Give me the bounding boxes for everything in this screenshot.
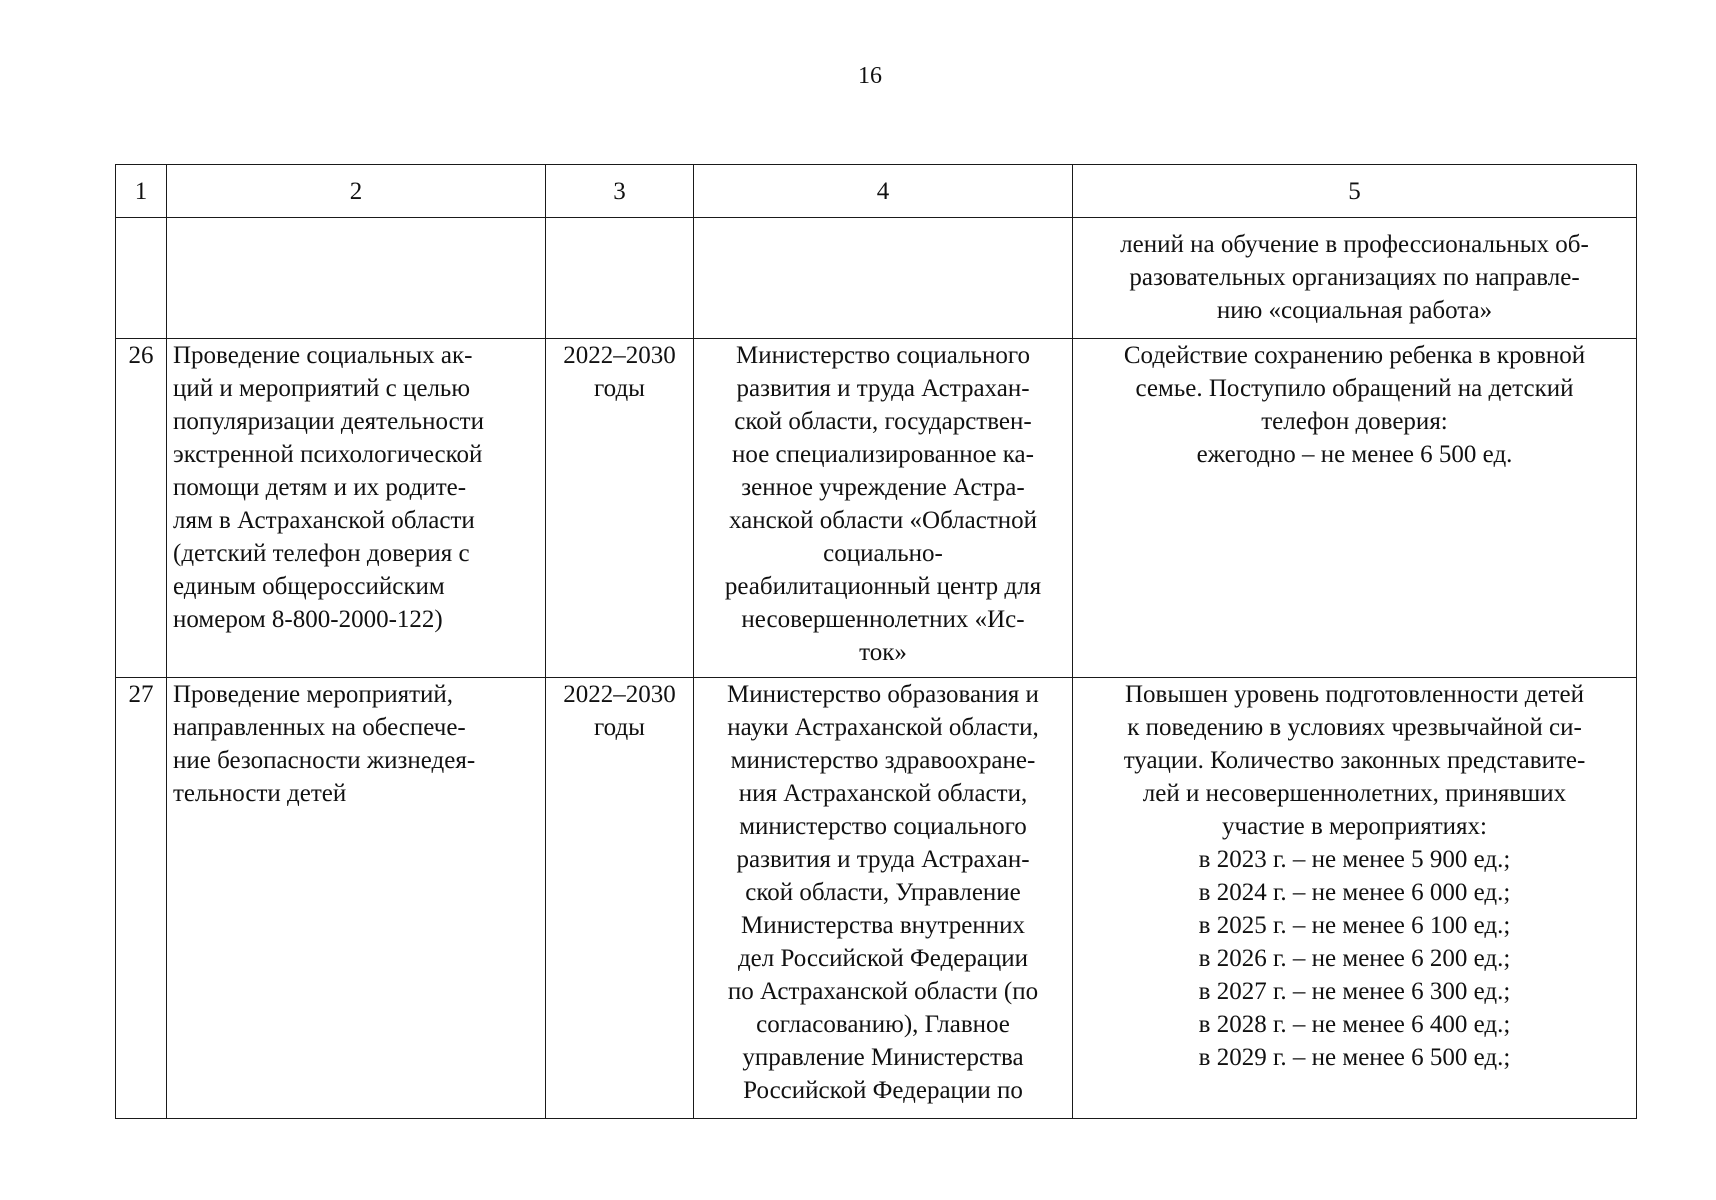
text-line: развития и труда Астрахан- <box>736 846 1030 873</box>
table-row <box>116 678 1637 1119</box>
text-line: участие в мероприятиях: <box>1222 813 1487 840</box>
period-cell <box>546 678 694 1119</box>
text-line: Российской Федерации по <box>743 1077 1023 1104</box>
text-line: Проведение мероприятий, <box>173 681 454 708</box>
cont-period-cell <box>546 218 694 339</box>
text-line: Содействие сохранению ребенка в кровной <box>1123 342 1586 369</box>
text-line: ханской области «Областной <box>728 507 1038 534</box>
text-line: лям в Астраханской области <box>173 507 475 534</box>
text-line: лений на обучение в профессиональных об- <box>1120 231 1589 258</box>
result-cell <box>1073 678 1637 1119</box>
text-line: науки Астраханской области, <box>727 714 1039 741</box>
text-line: 2022–2030 <box>563 342 676 369</box>
text-line: в 2028 г. – не менее 6 400 ед.; <box>1198 1011 1511 1038</box>
text-line: единым общероссийским <box>173 573 445 600</box>
text-line: туации. Количество законных представите- <box>1123 747 1586 774</box>
text-line: в 2023 г. – не менее 5 900 ед.; <box>1198 846 1511 873</box>
header-col-5: 5 <box>1073 165 1637 218</box>
header-col-2: 2 <box>167 165 546 218</box>
text-line: популяризации деятельности <box>173 408 484 435</box>
text-line: ние безопасности жизнедея- <box>173 747 476 774</box>
program-table <box>115 164 1637 1119</box>
text-line: (детский телефон доверия с <box>173 540 470 567</box>
text-line: ежегодно – не менее 6 500 ед. <box>1196 441 1513 468</box>
cont-result-cell <box>1073 218 1637 339</box>
text-line: в 2026 г. – не менее 6 200 ед.; <box>1198 945 1511 972</box>
period-cell <box>546 339 694 678</box>
text-line: лей и несовершеннолетних, принявших <box>1142 780 1567 807</box>
cont-executor-cell <box>694 218 1073 339</box>
text-line: годы <box>594 714 645 741</box>
text-line: разовательных организациях по направле- <box>1129 264 1580 291</box>
text-line: к поведению в условиях чрезвычайной си- <box>1127 714 1582 741</box>
text-line: годы <box>594 375 645 402</box>
text-line: в 2029 г. – не менее 6 500 ед.; <box>1198 1044 1511 1071</box>
text-line: зенное учреждение Астра- <box>741 474 1025 501</box>
text-line: развития и труда Астрахан- <box>736 375 1030 402</box>
text-line: в 2024 г. – не менее 6 000 ед.; <box>1198 879 1511 906</box>
cont-num-cell <box>116 218 167 339</box>
executor-cell <box>694 339 1073 678</box>
text-line: в 2027 г. – не менее 6 300 ед.; <box>1198 978 1511 1005</box>
executor-cell <box>694 678 1073 1119</box>
text-line: Министерство образования и <box>727 681 1039 708</box>
text-line: экстренной психологической <box>173 441 483 468</box>
text-line: телефон доверия: <box>1261 408 1448 435</box>
row-number: 26 <box>116 339 167 678</box>
table-row <box>116 339 1637 678</box>
text-line: ской области, Управление <box>745 879 1021 906</box>
text-line: в 2025 г. – не менее 6 100 ед.; <box>1198 912 1511 939</box>
header-col-3: 3 <box>546 165 694 218</box>
text-line: ций и мероприятий с целью <box>173 375 470 402</box>
text-line: Проведение социальных ак- <box>173 342 473 369</box>
text-line: нию «социальная работа» <box>1216 297 1493 324</box>
text-line: помощи детям и их родите- <box>173 474 467 501</box>
text-line: Министерство социального <box>736 342 1030 369</box>
text-line: социально- <box>823 540 943 567</box>
text-line: по Астраханской области (по <box>727 978 1039 1005</box>
table-header-row <box>116 165 1637 218</box>
text-line: реабилитационный центр для <box>724 573 1042 600</box>
text-line: направленных на обеспече- <box>173 714 466 741</box>
text-line: Министерства внутренних <box>741 912 1025 939</box>
cont-name-cell <box>167 218 546 339</box>
text-line: дел Российской Федерации <box>737 945 1029 972</box>
text-line: ской области, государствен- <box>734 408 1032 435</box>
table-row-continuation <box>116 218 1637 339</box>
row-number: 27 <box>116 678 167 1119</box>
text-line: семье. Поступило обращений на детский <box>1135 375 1574 402</box>
page-number: 16 <box>858 63 882 89</box>
result-cell <box>1073 339 1637 678</box>
activity-name-cell <box>167 339 546 678</box>
header-col-4: 4 <box>694 165 1073 218</box>
activity-name-cell <box>167 678 546 1119</box>
text-line: ное специализированное ка- <box>732 441 1034 468</box>
text-line: управление Министерства <box>742 1044 1024 1071</box>
text-line: 2022–2030 <box>563 681 676 708</box>
text-line: согласованию), Главное <box>756 1011 1010 1038</box>
text-line: министерство здравоохране- <box>730 747 1036 774</box>
header-col-1: 1 <box>116 165 167 218</box>
text-line: ток» <box>859 639 907 666</box>
text-line: несовершеннолетних «Ис- <box>741 606 1025 633</box>
text-line: Повышен уровень подготовленности детей <box>1125 681 1584 708</box>
text-line: министерство социального <box>739 813 1027 840</box>
text-line: номером 8-800-2000-122) <box>173 606 443 633</box>
text-line: тельности детей <box>173 780 347 807</box>
text-line: ния Астраханской области, <box>738 780 1028 807</box>
